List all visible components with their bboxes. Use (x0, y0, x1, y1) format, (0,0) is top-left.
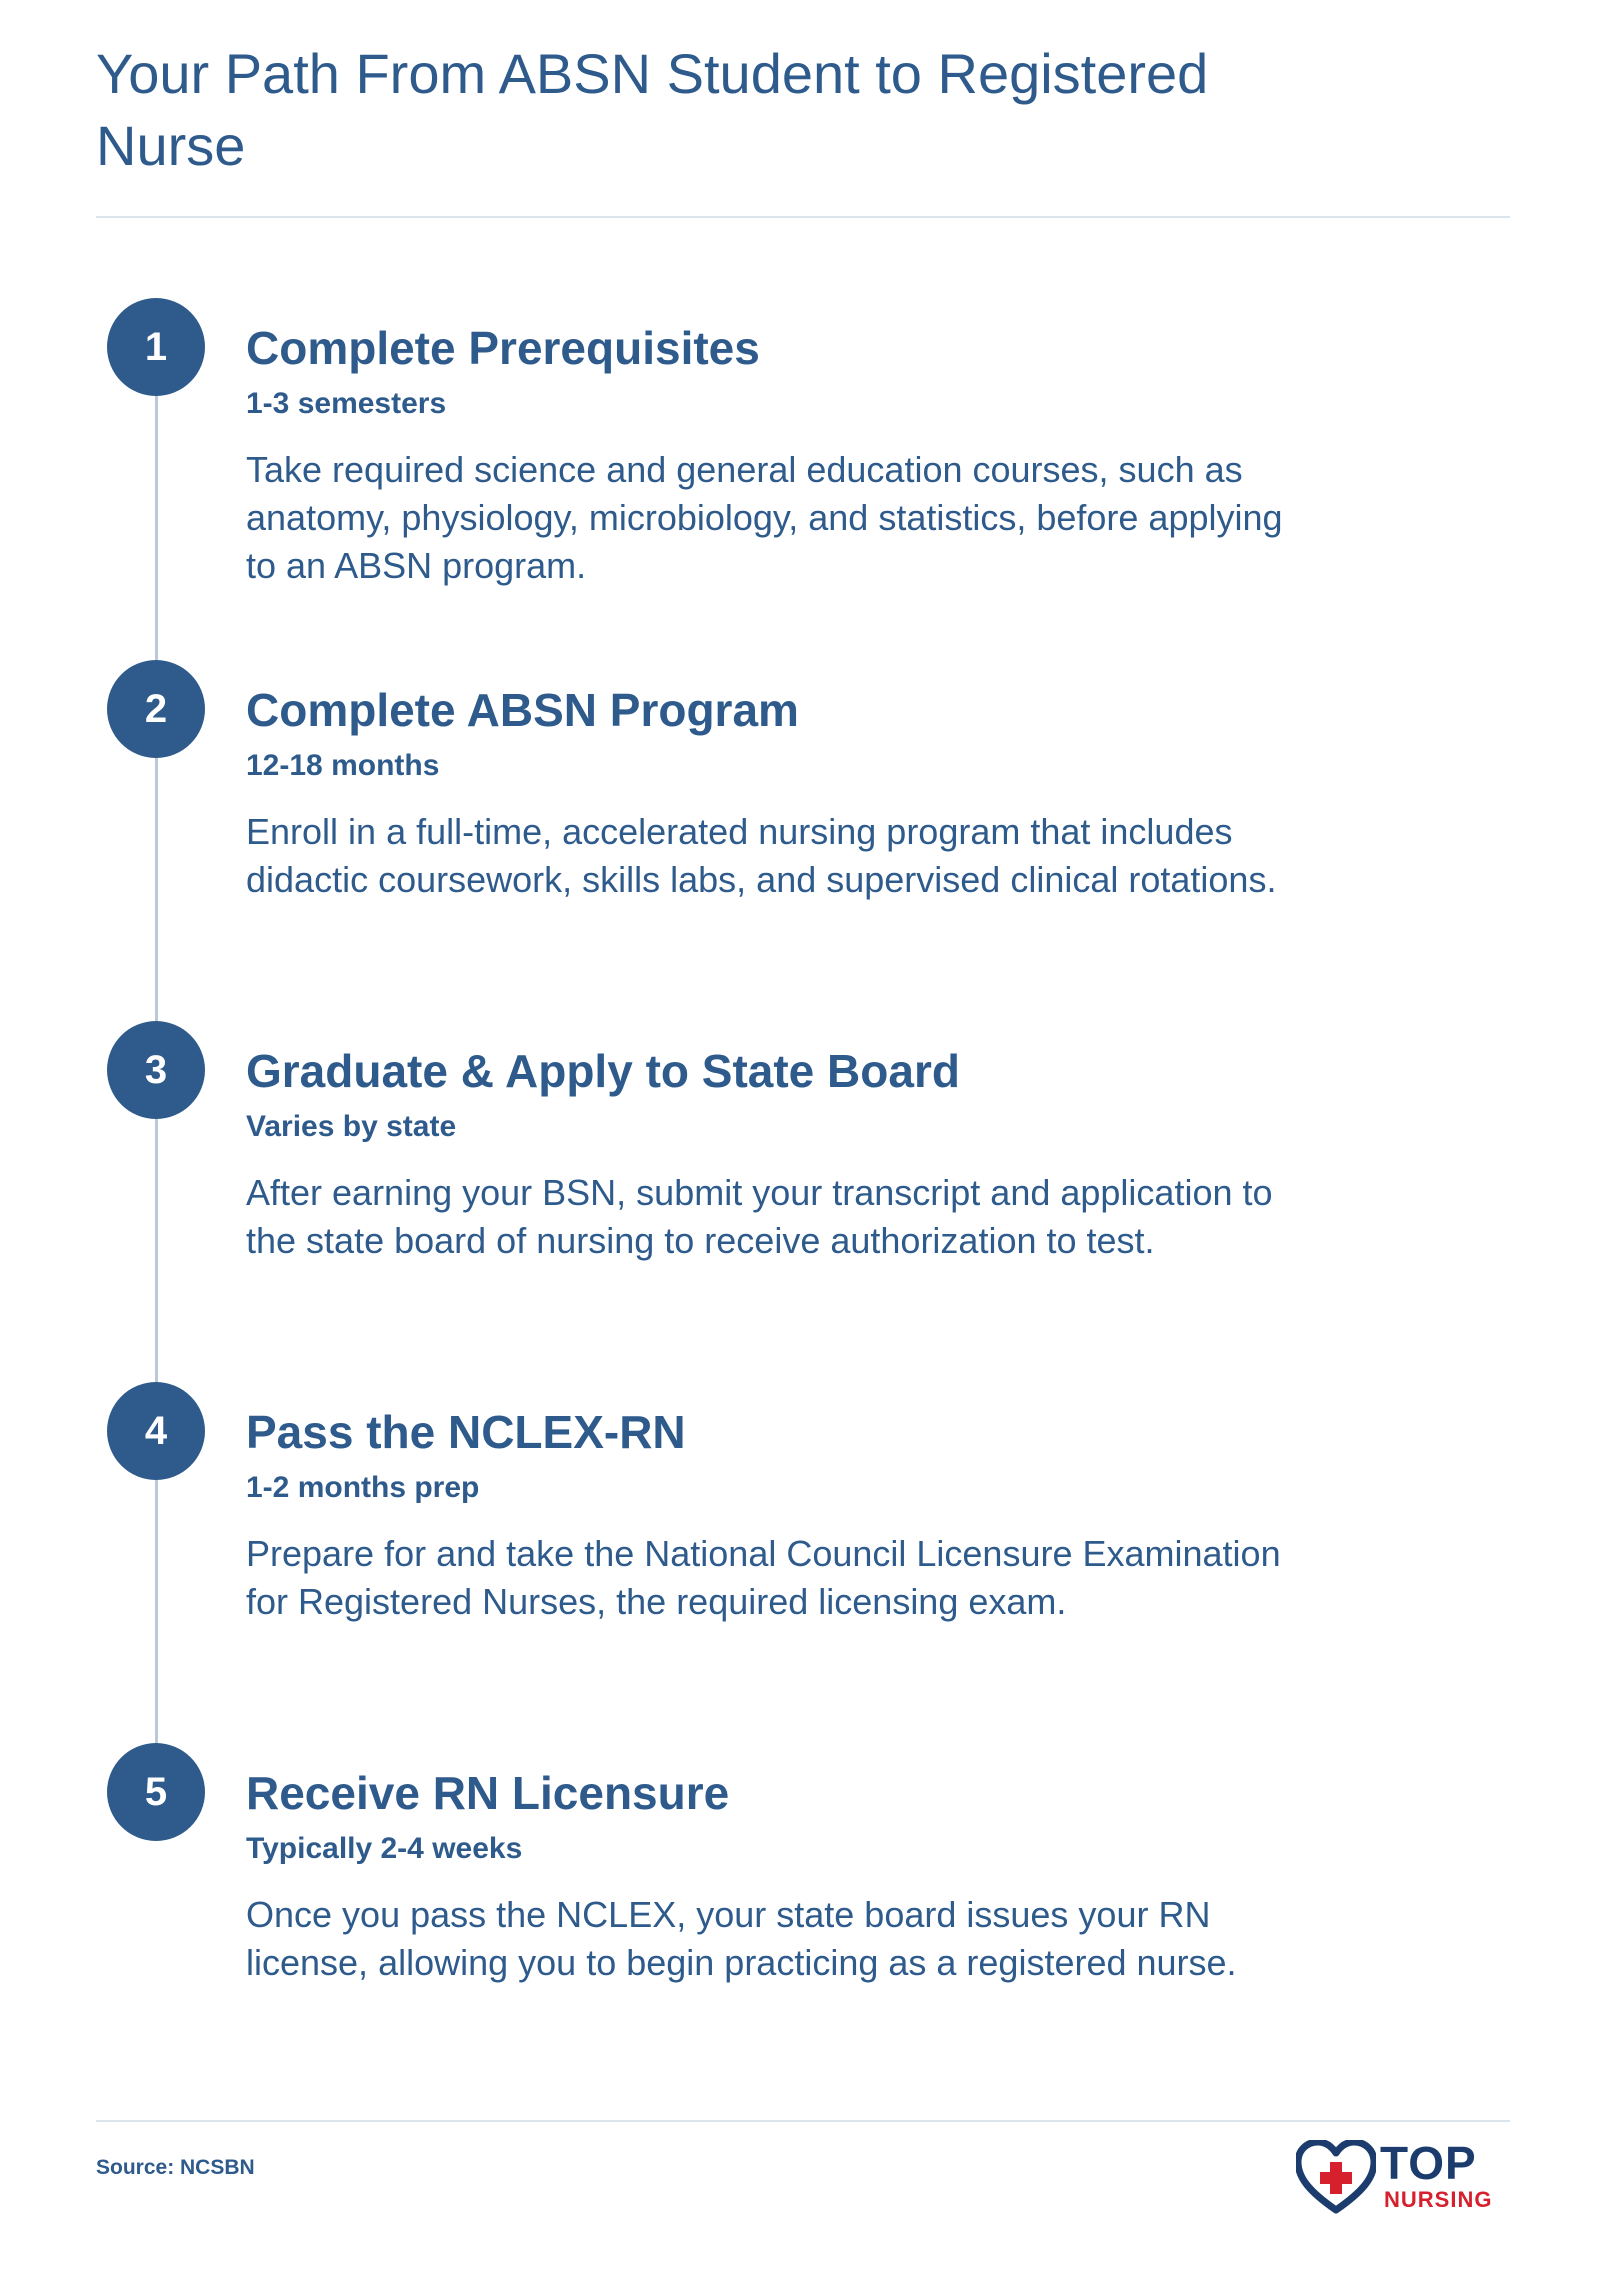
step-title: Pass the NCLEX-RN (246, 1406, 686, 1458)
step-title: Receive RN Licensure (246, 1767, 730, 1819)
step-number-badge: 5 (107, 1743, 205, 1841)
step-title: Complete ABSN Program (246, 684, 799, 736)
heart-cross-icon (1296, 2140, 1376, 2214)
step-description: Enroll in a full-time, accelerated nursing program that includes didactic coursework, skills labs, and supervised clinical rotations. (246, 811, 1277, 900)
step-description: After earning your BSN, submit your transcript and application to the state board of nursing to receive authorization to test. (246, 1172, 1273, 1261)
source-note: Source: NCSBN (96, 2156, 255, 2179)
step-2 (0, 660, 1600, 960)
step-5 (0, 1743, 1600, 2043)
step-description: Once you pass the NCLEX, your state board issues your RN license, allowing you to begin practicing as a registered nurse. (246, 1894, 1237, 1983)
step-duration: Typically 2-4 weeks (246, 1832, 523, 1865)
step-duration: 1-3 semesters (246, 387, 447, 420)
page-title: Your Path From ABSN Student to Registered Nurse (96, 42, 1209, 177)
footer-divider (96, 2120, 1510, 2122)
step-title: Complete Prerequisites (246, 322, 760, 374)
step-1 (0, 298, 1600, 598)
top-nursing-logo (1296, 2137, 1516, 2220)
step-duration: 1-2 months prep (246, 1471, 480, 1504)
step-number-badge: 1 (107, 298, 205, 396)
step-duration: 12-18 months (246, 749, 440, 782)
logo-top-text: TOP (1380, 2137, 1477, 2189)
logo-nursing-text: NURSING (1384, 2187, 1493, 2212)
step-number-badge: 3 (107, 1021, 205, 1119)
header-divider (96, 216, 1510, 218)
step-description: Prepare for and take the National Council Licensure Examination for Registered Nurses, the required licensing exam. (246, 1533, 1281, 1622)
step-title: Graduate & Apply to State Board (246, 1045, 960, 1097)
step-number-badge: 2 (107, 660, 205, 758)
step-3 (0, 1021, 1600, 1321)
step-duration: Varies by state (246, 1110, 457, 1143)
step-description: Take required science and general education courses, such as anatomy, physiology, microbiology, and statistics, before applying to an ABSN program. (246, 449, 1283, 586)
step-number-badge: 4 (107, 1382, 205, 1480)
step-4 (0, 1382, 1600, 1682)
